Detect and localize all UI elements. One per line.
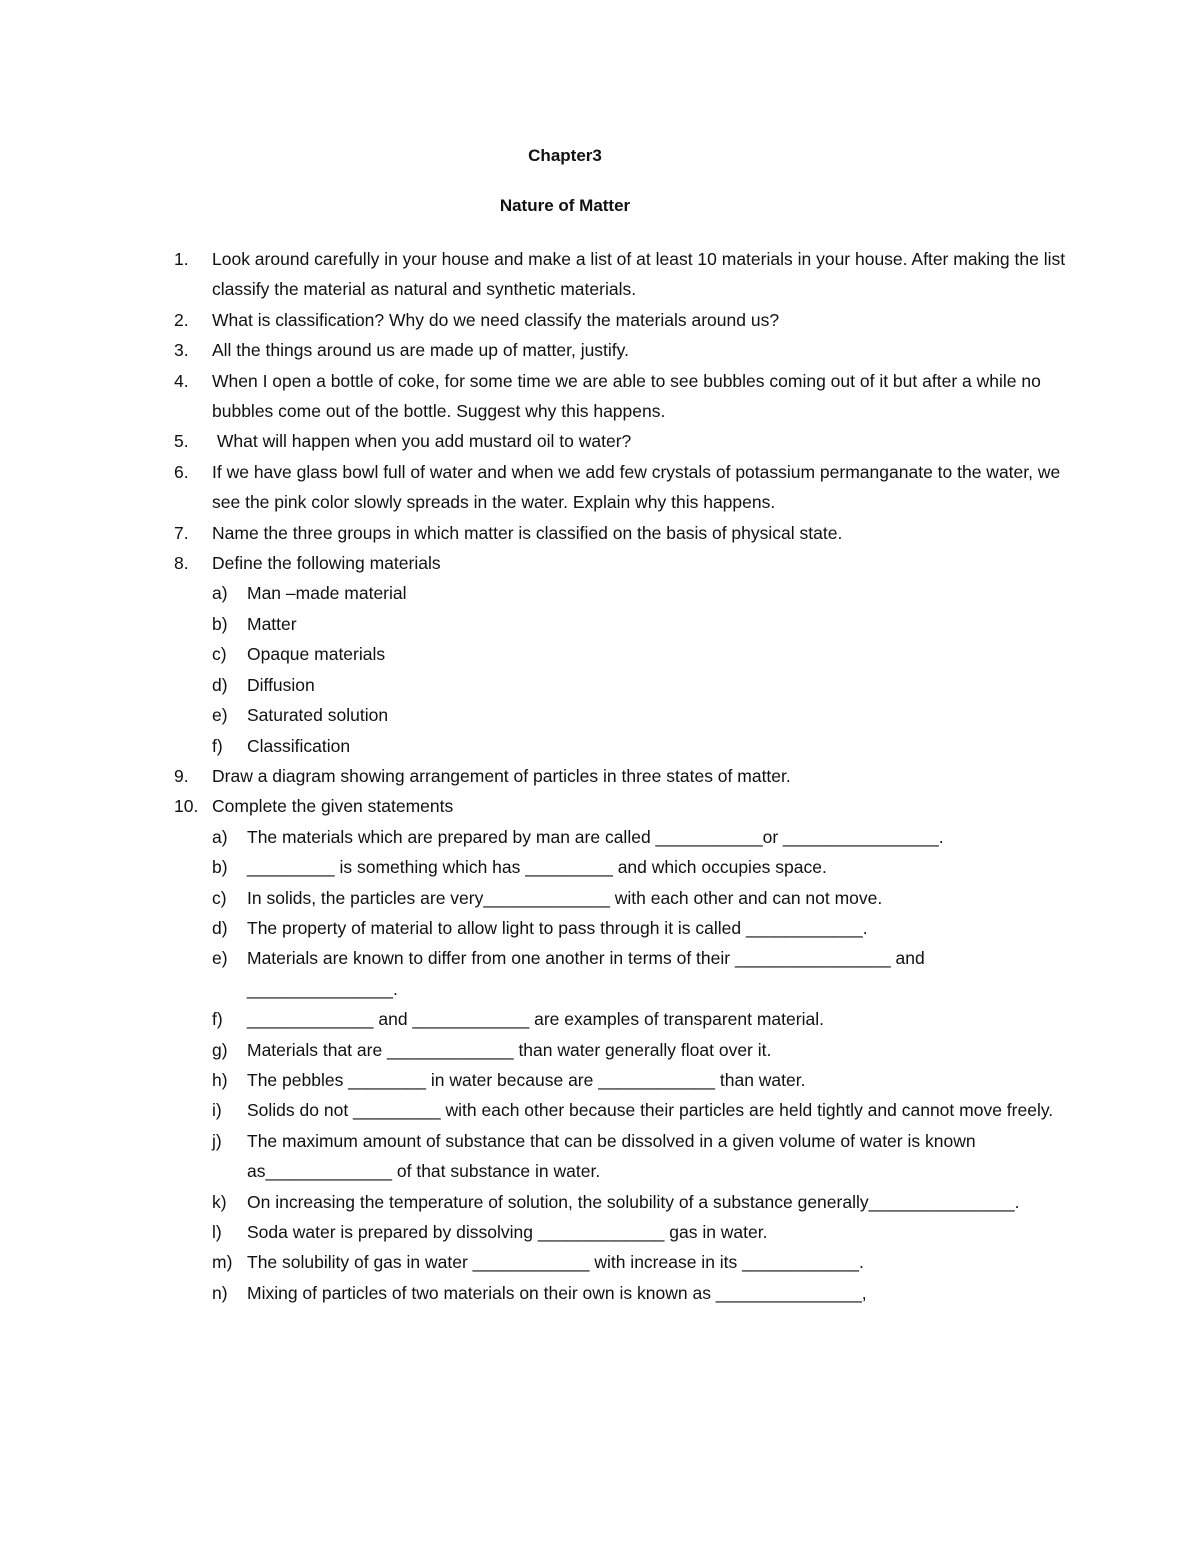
list-item <box>212 1095 1074 1125</box>
question-number: 7. <box>174 522 189 543</box>
list-item <box>212 1035 1074 1065</box>
question-5 <box>174 426 1074 456</box>
item-text: The pebbles ________ in water because are ____________ than water. <box>247 1069 806 1090</box>
item-text: In solids, the particles are very_____________ with each other and can not move. <box>247 887 883 908</box>
list-item <box>212 1126 1074 1187</box>
item-text: Mixing of particles of two materials on their own is known as _______________, <box>247 1282 867 1303</box>
question-number: 4. <box>174 370 189 391</box>
list-item <box>212 1278 1074 1308</box>
item-label: d) <box>212 674 228 695</box>
item-text: Classification <box>247 735 351 756</box>
item-label: a) <box>212 583 228 604</box>
item-label: k) <box>212 1191 227 1212</box>
list-item <box>212 1065 1074 1095</box>
question-text: Draw a diagram showing arrangement of particles in three states of matter. <box>212 765 791 786</box>
define-list <box>212 578 1074 760</box>
question-text: Define the following materials <box>212 553 441 574</box>
item-label: f) <box>212 1009 223 1030</box>
item-label: g) <box>212 1039 228 1060</box>
question-3 <box>174 335 1074 365</box>
item-text: On increasing the temperature of solution, the solubility of a substance generally_______________. <box>247 1191 1020 1212</box>
item-text: Diffusion <box>247 674 315 695</box>
question-number: 3. <box>174 340 189 361</box>
question-2 <box>174 305 1074 335</box>
item-label: c) <box>212 644 227 665</box>
question-number: 1. <box>174 249 189 269</box>
question-text: What will happen when you add mustard oil to water? <box>212 431 632 452</box>
item-label: d) <box>212 917 228 938</box>
list-item <box>212 1217 1074 1247</box>
item-text: _____________ and ____________ are examples of transparent material. <box>247 1009 824 1030</box>
question-text: Name the three groups in which matter is classified on the basis of physical state. <box>212 522 843 543</box>
list-item <box>212 700 1074 730</box>
list-item <box>212 1004 1074 1034</box>
question-text: Look around carefully in your house and make a list of at least 10 materials in your house. After making the list classify the material as natural and synthetic materials. <box>212 249 1066 300</box>
list-item <box>212 852 1074 882</box>
list-item <box>212 822 1074 852</box>
item-text: Matter <box>247 613 297 634</box>
list-item <box>212 1247 1074 1277</box>
chapter-heading: Chapter3 <box>528 146 602 165</box>
question-text: What is classification? Why do we need classify the materials around us? <box>212 309 780 330</box>
item-label: e) <box>212 948 228 969</box>
item-label: m) <box>212 1252 233 1273</box>
question-number: 2. <box>174 309 189 330</box>
item-label: l) <box>212 1222 222 1242</box>
item-text: Man –made material <box>247 583 407 604</box>
item-label: f) <box>212 735 223 756</box>
question-number: 8. <box>174 553 189 574</box>
question-9 <box>174 761 1074 791</box>
list-item <box>212 943 1074 1004</box>
question-1 <box>174 244 1074 305</box>
item-label: h) <box>212 1069 228 1090</box>
item-label: i) <box>212 1100 222 1121</box>
complete-list <box>212 822 1074 1309</box>
question-number: 10. <box>174 796 199 817</box>
item-label: e) <box>212 705 228 726</box>
question-text: All the things around us are made up of matter, justify. <box>212 340 629 361</box>
item-label: b) <box>212 613 228 634</box>
question-number: 9. <box>174 765 189 786</box>
question-list <box>174 244 1074 1308</box>
list-item <box>212 639 1074 669</box>
list-item <box>212 578 1074 608</box>
item-text: The solubility of gas in water ____________ with increase in its ____________. <box>247 1252 864 1273</box>
list-item <box>212 670 1074 700</box>
list-item <box>212 1187 1074 1217</box>
list-item <box>212 883 1074 913</box>
item-text: Solids do not _________ with each other because their particles are held tightly and cannot move freely. <box>247 1100 1054 1121</box>
item-text: The materials which are prepared by man are called ___________or ________________. <box>247 826 944 847</box>
question-text: Complete the given statements <box>212 796 454 817</box>
item-label: c) <box>212 887 227 908</box>
item-text: Materials are known to differ from one another in terms of their ________________ and _______________. <box>247 948 925 999</box>
item-text: Materials that are _____________ than water generally float over it. <box>247 1039 772 1060</box>
question-text: When I open a bottle of coke, for some time we are able to see bubbles coming out of it but after a while no bubbles come out of the bottle. Suggest why this happens. <box>212 370 1041 422</box>
question-6 <box>174 457 1074 518</box>
question-4 <box>174 366 1074 427</box>
question-7 <box>174 518 1074 548</box>
item-label: b) <box>212 857 228 878</box>
item-text: Soda water is prepared by dissolving _____________ gas in water. <box>247 1222 768 1242</box>
item-text: The maximum amount of substance that can be dissolved in a given volume of water is known as_____________ of that substance in water. <box>247 1130 976 1182</box>
item-text: _________ is something which has _________ and which occupies space. <box>247 857 827 878</box>
list-item <box>212 731 1074 761</box>
item-text: Saturated solution <box>247 705 389 726</box>
page-title: Nature of Matter <box>499 196 631 215</box>
item-label: j) <box>212 1130 222 1151</box>
question-number: 5. <box>174 431 189 452</box>
item-text: Opaque materials <box>247 644 386 665</box>
list-item <box>212 913 1074 943</box>
question-10 <box>174 791 1074 1308</box>
question-text: If we have glass bowl full of water and when we add few crystals of potassium permanganate to the water, we see the pink color slowly spreads in the water. Explain why this happens. <box>212 461 1061 513</box>
item-label: a) <box>212 826 228 847</box>
question-8 <box>174 548 1074 761</box>
item-label: n) <box>212 1282 228 1303</box>
list-item <box>212 609 1074 639</box>
item-text: The property of material to allow light to pass through it is called ____________. <box>247 917 868 938</box>
question-number: 6. <box>174 461 189 482</box>
